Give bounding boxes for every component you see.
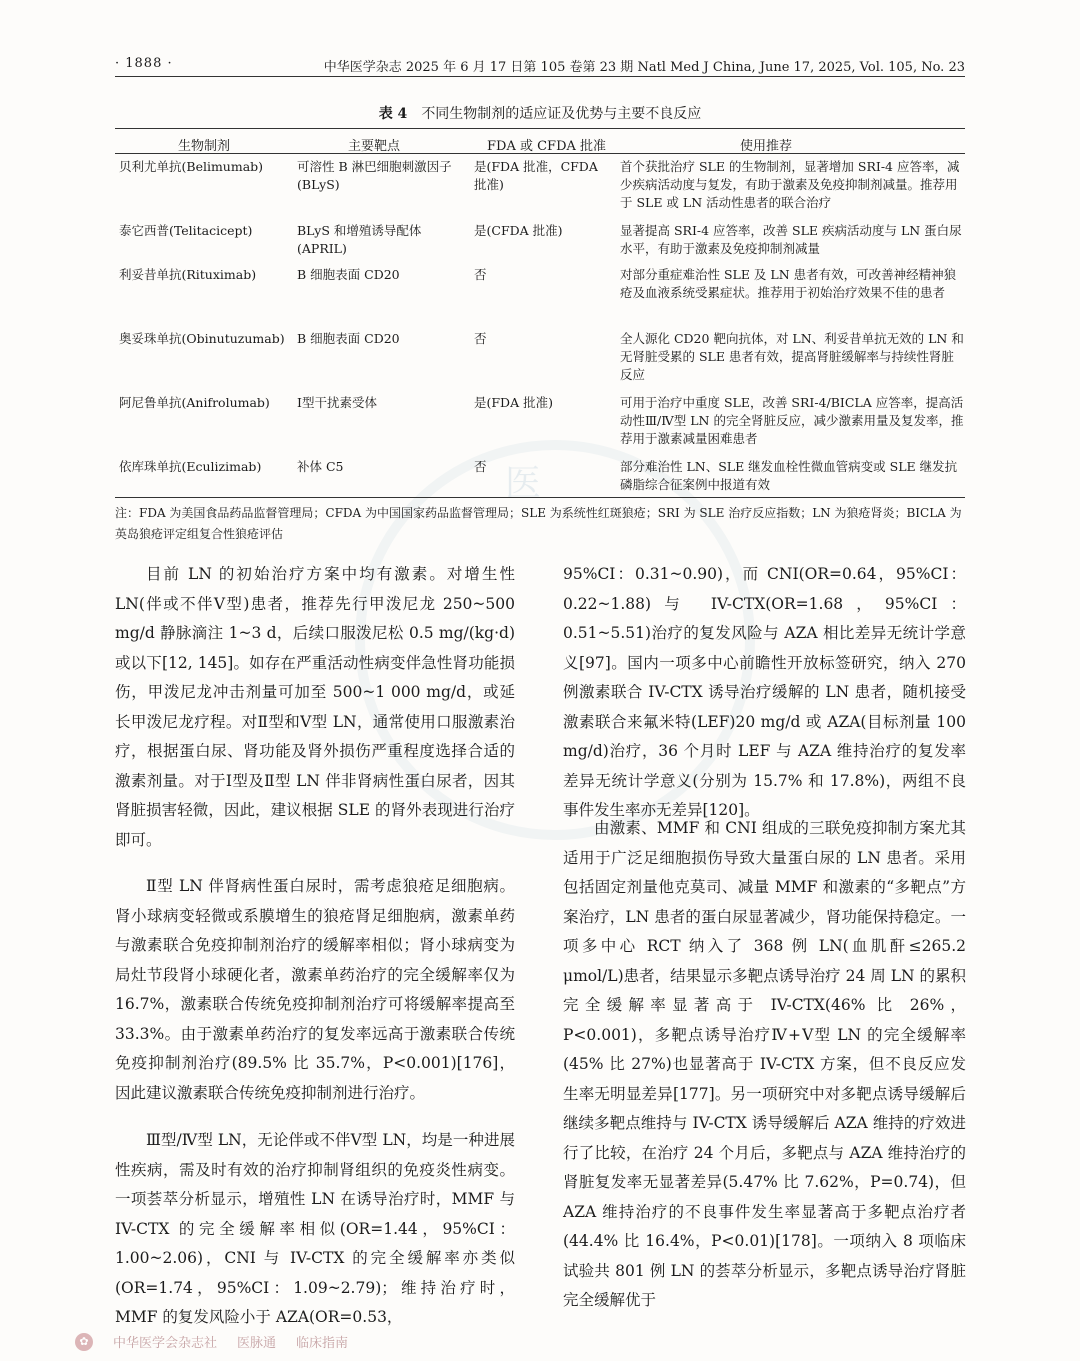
brand-2: 临床指南 <box>296 1336 349 1351</box>
cell-agent: 泰它西普(Telitacicept) <box>119 223 253 238</box>
cell-recommendation: 显著提高 SRI-4 应答率，改善 SLE 疾病活动度与 LN 蛋白尿水平，有助于激素及免疫抑制剂减量 <box>620 223 962 256</box>
cell-approval: 否 <box>474 331 487 346</box>
journal-citation: 中华医学杂志 2025 年 6 月 17 日第 105 卷第 23 期 Natl Med J China, June 17, 2025, Vol. 105, No. 23 <box>323 60 965 75</box>
col-header-approval: FDA 或 CFDA 批准 <box>487 139 607 154</box>
table-header-rule <box>115 153 965 154</box>
cell-recommendation: 部分难治性 LN、SLE 继发血栓性微血管病变或 SLE 继发抗磷脂综合征案例中报道有效 <box>620 459 958 492</box>
cell-approval: 否 <box>474 267 487 282</box>
cell-target: 补体 C5 <box>297 459 344 474</box>
cell-agent: 依库珠单抗(Eculizimab) <box>119 459 262 474</box>
brand-1: 医脉通 <box>237 1336 277 1351</box>
body-paragraph: Ⅲ型/Ⅳ型 LN，无论伴或不伴Ⅴ型 LN，均是一种进展性疾病，需及时有效的治疗抑制肾组织的免疫炎性病变。一项荟萃分析显示，增殖性 LN 在诱导治疗时，MMF 与 IV-CTX 的完全缓解率相似(OR=1.44，95%CI：1.00~2.06)，CNI 与 IV-CTX 的完全缓解率亦类似(OR=1.74，95%CI：1.09~2.79)；维持治疗时，MMF 的复发风险小于 AZA(OR=0.53， <box>115 1131 515 1326</box>
body-paragraph: 95%CI：0.31~0.90)，而 CNI(OR=0.64，95%CI：0.22~1.88)与 IV-CTX(OR=1.68，95%CI：0.51~5.51)治疗的复发风险与 AZA 相比差异无统计学意义[97]。国内一项多中心前瞻性开放标签研究，纳入 270 例激素联合 IV-CTX 诱导治疗缓解的 LN 患者，随机接受激素联合来氟米特(LEF)20 mg/d 或 AZA(目标剂量 100 mg/d)治疗，36 个月时 LEF 与 AZA 维持治疗的复发率差异无统计学意义(分别为 15.7% 和 17.8%)，两组不良事件发生率亦无差异[120]。 <box>563 565 966 819</box>
col-header-target: 主要靶点 <box>348 139 401 154</box>
body-paragraph: 目前 LN 的初始治疗方案中均有激素。对增生性 LN(伴或不伴Ⅴ型)患者，推荐先行甲泼尼龙 250~500 mg/d 静脉滴注 1~3 d，后续口服泼尼松 0.5 mg/(kg·d)或以下[12, 145]。如存在严重活动性病变伴急性肾功能损伤，甲泼尼龙冲击剂量可加至 500~1 000 mg/d，或延长甲泼尼龙疗程。对Ⅱ型和Ⅴ型 LN，通常使用口服激素治疗，根据蛋白尿、肾功能及肾外损伤严重程度选择合适的激素剂量。对于Ⅰ型及Ⅱ型 LN 伴非肾病性蛋白尿者，因其肾脏损害轻微，因此，建议根据 SLE 的肾外表现进行治疗即可。 <box>115 565 515 849</box>
cell-agent: 贝利尤单抗(Belimumab) <box>119 159 264 174</box>
cell-approval: 是(FDA 批准，CFDA 批准) <box>474 159 598 192</box>
col-header-agent: 生物制剂 <box>178 139 231 154</box>
cell-target: BLyS 和增殖诱导配体(APRIL) <box>297 223 422 256</box>
cell-recommendation: 首个获批治疗 SLE 的生物制剂，显著增加 SRI-4 应答率，减少疾病活动度与复发，有助于激素及免疫抑制剂减量。推荐用于 SLE 或 LN 活动性患者的联合治疗 <box>620 159 960 210</box>
cell-recommendation: 全人源化 CD20 靶向抗体，对 LN、利妥昔单抗无效的 LN 和无肾脏受累的 SLE 患者有效，提高肾脏缓解率与持续性肾脏反应 <box>620 331 964 382</box>
table-caption <box>0 103 1080 123</box>
cell-target: B 细胞表面 CD20 <box>297 267 400 282</box>
col-header-recommendation: 使用推荐 <box>740 139 793 154</box>
table-title: 不同生物制剂的适应证及优势与主要不良反应 <box>421 106 702 122</box>
cell-agent: 阿尼鲁单抗(Anifrolumab) <box>119 395 270 410</box>
body-paragraph: 由激素、MMF 和 CNI 组成的三联免疫抑制方案尤其适用于广泛足细胞损伤导致大量蛋白尿的 LN 患者。采用包括固定剂量他克莫司、减量 MMF 和激素的“多靶点”方案治疗，LN 患者的蛋白尿显著减少，肾功能保持稳定。一项多中心 RCT 纳入了 368 例 LN(血肌酐≤265.2 μmol/L)患者，结果显示多靶点诱导治疗 24 周 LN 的累积完全缓解率显著高于 IV-CTX(46% 比 26%，P<0.001)，多靶点诱导治疗Ⅳ+Ⅴ型 LN 的完全缓解率(45% 比 27%)也显著高于 IV-CTX 方案，但不良反应发生率无明显差异[177]。另一项研究中对多靶点诱导缓解后继续多靶点维持与 IV-CTX 诱导缓解后 AZA 维持的疗效进行了比较，在治疗 24 个月后，多靶点与 AZA 维持治疗的肾脏复发率无显著差异(5.47% 比 7.62%，P=0.74)，但 AZA 维持治疗的不良事件发生率显著高于多靶点治疗者(44.4% 比 16.4%，P<0.01)[178]。一项纳入 8 项临床试验共 801 例 LN 的荟萃分析显示，多靶点诱导治疗肾脏完全缓解优于 <box>563 819 966 1309</box>
table-label: 表 4 <box>378 106 408 122</box>
cell-target: 可溶性 B 淋巴细胞刺激因子(BLyS) <box>297 159 452 192</box>
cell-approval: 是(CFDA 批准) <box>474 223 563 238</box>
footer-brands <box>75 1332 348 1351</box>
cell-target: B 细胞表面 CD20 <box>297 331 400 346</box>
page-number: · 1888 · <box>115 56 173 71</box>
table-bottom-rule <box>115 497 965 498</box>
cell-recommendation: 对部分重症难治性 SLE 及 LN 患者有效，可改善神经精神狼疮及血液系统受累症状。推荐用于初始治疗效果不佳的患者 <box>620 267 957 300</box>
cell-target: Ⅰ型干扰素受体 <box>297 395 377 410</box>
cell-agent: 利妥昔单抗(Rituximab) <box>119 267 257 282</box>
body-paragraph: Ⅱ型 LN 伴肾病性蛋白尿时，需考虑狼疮足细胞病。肾小球病变轻微或系膜增生的狼疮肾足细胞病，激素单药与激素联合免疫抑制剂治疗的缓解率相似；肾小球病变为局灶节段肾小球硬化者，激素单药治疗的完全缓解率仅为 16.7%，激素联合传统免疫抑制剂治疗可将缓解率提高至 33.3%。由于激素单药治疗的复发率远高于激素联合传统免疫抑制剂治疗(89.5% 比 35.7%，P<0.001)[176]，因此建议激素联合传统免疫抑制剂进行治疗。 <box>115 877 515 1102</box>
publisher-name: 中华医学会杂志社 <box>113 1336 218 1351</box>
table-note: 注：FDA 为美国食品药品监督管理局；CFDA 为中国国家药品监督管理局；SLE 为系统性红斑狼疮；SRI 为 SLE 治疗反应指数；LN 为狼疮肾炎；BICLA 为英岛狼疮评定组复合性狼疮评估 <box>115 506 962 541</box>
table-top-rule <box>115 128 965 129</box>
publisher-logo-icon: ✿ <box>75 1333 93 1351</box>
running-header <box>115 54 965 77</box>
cell-recommendation: 可用于治疗中重度 SLE，改善 SRI-4/BICLA 应答率，提高活动性Ⅲ/Ⅳ型 LN 的完全肾脏反应，减少激素用量及复发率，推荐用于激素减量困难患者 <box>620 395 964 446</box>
watermark-text: 医 <box>505 463 542 504</box>
cell-approval: 是(FDA 批准) <box>474 395 553 410</box>
cell-agent: 奥妥珠单抗(Obinutuzumab) <box>119 331 285 346</box>
cell-approval: 否 <box>474 459 487 474</box>
